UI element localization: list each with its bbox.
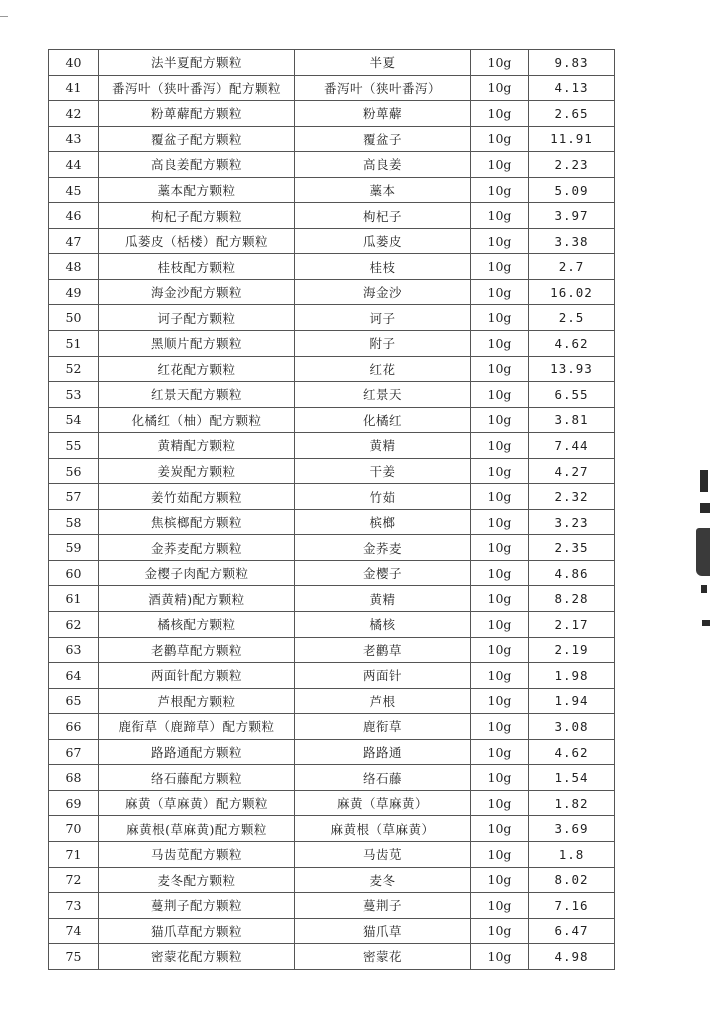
price-cell: 4.98	[529, 944, 615, 970]
specification-cell: 10g	[471, 433, 529, 459]
table-row	[49, 254, 615, 280]
price-cell: 8.02	[529, 867, 615, 893]
specification-cell: 10g	[471, 509, 529, 535]
herb-name-cell: 海金沙	[295, 279, 471, 305]
product-name-cell: 化橘红（柚）配方颗粒	[99, 407, 295, 433]
product-name-cell: 两面针配方颗粒	[99, 663, 295, 689]
herb-name-cell: 高良姜	[295, 152, 471, 178]
row-number-cell: 46	[49, 203, 99, 229]
table-row	[49, 279, 615, 305]
row-number-cell: 70	[49, 816, 99, 842]
scan-mark	[0, 16, 8, 17]
herb-name-cell: 黄精	[295, 433, 471, 459]
specification-cell: 10g	[471, 75, 529, 101]
row-number-cell: 73	[49, 893, 99, 919]
herb-name-cell: 诃子	[295, 305, 471, 331]
product-name-cell: 络石藤配方颗粒	[99, 765, 295, 791]
product-name-cell: 金荞麦配方颗粒	[99, 535, 295, 561]
product-name-cell: 鹿衔草（鹿蹄草）配方颗粒	[99, 714, 295, 740]
herb-name-cell: 金荞麦	[295, 535, 471, 561]
price-cell: 6.55	[529, 382, 615, 408]
specification-cell: 10g	[471, 203, 529, 229]
product-name-cell: 覆盆子配方颗粒	[99, 126, 295, 152]
table-row	[49, 586, 615, 612]
product-name-cell: 诃子配方颗粒	[99, 305, 295, 331]
row-number-cell: 66	[49, 714, 99, 740]
table-row	[49, 331, 615, 357]
table-row	[49, 637, 615, 663]
specification-cell: 10g	[471, 944, 529, 970]
herb-name-cell: 桂枝	[295, 254, 471, 280]
specification-cell: 10g	[471, 893, 529, 919]
product-name-cell: 马齿苋配方颗粒	[99, 841, 295, 867]
product-name-cell: 密蒙花配方颗粒	[99, 944, 295, 970]
herb-name-cell: 藁本	[295, 177, 471, 203]
table-row	[49, 305, 615, 331]
price-cell: 2.17	[529, 612, 615, 638]
product-name-cell: 海金沙配方颗粒	[99, 279, 295, 305]
herb-name-cell: 瓜蒌皮	[295, 228, 471, 254]
row-number-cell: 60	[49, 560, 99, 586]
herb-name-cell: 路路通	[295, 739, 471, 765]
product-name-cell: 红景天配方颗粒	[99, 382, 295, 408]
price-cell: 5.09	[529, 177, 615, 203]
row-number-cell: 52	[49, 356, 99, 382]
product-name-cell: 瓜蒌皮（栝楼）配方颗粒	[99, 228, 295, 254]
product-name-cell: 红花配方颗粒	[99, 356, 295, 382]
price-cell: 3.97	[529, 203, 615, 229]
row-number-cell: 41	[49, 75, 99, 101]
scan-edge-mark	[696, 528, 710, 576]
product-name-cell: 黄精配方颗粒	[99, 433, 295, 459]
price-cell: 4.27	[529, 458, 615, 484]
specification-cell: 10g	[471, 356, 529, 382]
herb-name-cell: 红景天	[295, 382, 471, 408]
specification-cell: 10g	[471, 254, 529, 280]
product-name-cell: 老鹳草配方颗粒	[99, 637, 295, 663]
price-cell: 2.7	[529, 254, 615, 280]
specification-cell: 10g	[471, 152, 529, 178]
price-cell: 7.44	[529, 433, 615, 459]
product-name-cell: 黑顺片配方颗粒	[99, 331, 295, 357]
product-name-cell: 芦根配方颗粒	[99, 688, 295, 714]
row-number-cell: 62	[49, 612, 99, 638]
row-number-cell: 67	[49, 739, 99, 765]
table-row	[49, 407, 615, 433]
table-row	[49, 126, 615, 152]
table-row	[49, 867, 615, 893]
specification-cell: 10g	[471, 739, 529, 765]
row-number-cell: 71	[49, 841, 99, 867]
specification-cell: 10g	[471, 586, 529, 612]
row-number-cell: 59	[49, 535, 99, 561]
scan-edge-mark	[700, 470, 708, 492]
price-cell: 2.32	[529, 484, 615, 510]
table-row	[49, 765, 615, 791]
price-cell: 1.94	[529, 688, 615, 714]
table-row	[49, 177, 615, 203]
price-cell: 3.69	[529, 816, 615, 842]
table-row	[49, 228, 615, 254]
specification-cell: 10g	[471, 407, 529, 433]
specification-cell: 10g	[471, 714, 529, 740]
scan-edge-mark	[700, 503, 710, 513]
row-number-cell: 50	[49, 305, 99, 331]
specification-cell: 10g	[471, 458, 529, 484]
row-number-cell: 42	[49, 101, 99, 127]
herb-name-cell: 番泻叶（狭叶番泻）	[295, 75, 471, 101]
herb-name-cell: 黄精	[295, 586, 471, 612]
row-number-cell: 63	[49, 637, 99, 663]
price-cell: 4.13	[529, 75, 615, 101]
product-name-cell: 姜炭配方颗粒	[99, 458, 295, 484]
specification-cell: 10g	[471, 50, 529, 76]
scan-edge-mark	[701, 585, 707, 593]
specification-cell: 10g	[471, 688, 529, 714]
table-row	[49, 790, 615, 816]
specification-cell: 10g	[471, 177, 529, 203]
herb-name-cell: 马齿苋	[295, 841, 471, 867]
scan-edge-mark	[702, 620, 710, 626]
table-row	[49, 612, 615, 638]
row-number-cell: 51	[49, 331, 99, 357]
row-number-cell: 57	[49, 484, 99, 510]
specification-cell: 10g	[471, 816, 529, 842]
price-cell: 2.19	[529, 637, 615, 663]
specification-cell: 10g	[471, 279, 529, 305]
specification-cell: 10g	[471, 331, 529, 357]
price-cell: 4.62	[529, 739, 615, 765]
row-number-cell: 44	[49, 152, 99, 178]
row-number-cell: 64	[49, 663, 99, 689]
table-row	[49, 484, 615, 510]
table-row	[49, 688, 615, 714]
product-name-cell: 姜竹茹配方颗粒	[99, 484, 295, 510]
herb-name-cell: 槟榔	[295, 509, 471, 535]
herb-name-cell: 附子	[295, 331, 471, 357]
product-name-cell: 橘核配方颗粒	[99, 612, 295, 638]
table-row	[49, 714, 615, 740]
price-cell: 3.08	[529, 714, 615, 740]
herb-name-cell: 金樱子	[295, 560, 471, 586]
product-name-cell: 番泻叶（狭叶番泻）配方颗粒	[99, 75, 295, 101]
drug-price-table	[48, 49, 615, 970]
price-cell: 1.54	[529, 765, 615, 791]
table-row	[49, 893, 615, 919]
row-number-cell: 55	[49, 433, 99, 459]
specification-cell: 10g	[471, 228, 529, 254]
specification-cell: 10g	[471, 612, 529, 638]
herb-name-cell: 麻黄（草麻黄）	[295, 790, 471, 816]
price-cell: 1.82	[529, 790, 615, 816]
product-name-cell: 酒黄精)配方颗粒	[99, 586, 295, 612]
row-number-cell: 53	[49, 382, 99, 408]
product-name-cell: 麦冬配方颗粒	[99, 867, 295, 893]
herb-name-cell: 芦根	[295, 688, 471, 714]
specification-cell: 10g	[471, 535, 529, 561]
table-row	[49, 458, 615, 484]
table-row	[49, 509, 615, 535]
row-number-cell: 58	[49, 509, 99, 535]
herb-name-cell: 竹茹	[295, 484, 471, 510]
price-cell: 3.38	[529, 228, 615, 254]
product-name-cell: 麻黄根(草麻黄)配方颗粒	[99, 816, 295, 842]
row-number-cell: 68	[49, 765, 99, 791]
product-name-cell: 枸杞子配方颗粒	[99, 203, 295, 229]
price-cell: 11.91	[529, 126, 615, 152]
herb-name-cell: 两面针	[295, 663, 471, 689]
herb-name-cell: 鹿衔草	[295, 714, 471, 740]
table-body	[49, 50, 615, 970]
product-name-cell: 金樱子肉配方颗粒	[99, 560, 295, 586]
row-number-cell: 45	[49, 177, 99, 203]
herb-name-cell: 络石藤	[295, 765, 471, 791]
herb-name-cell: 橘核	[295, 612, 471, 638]
price-cell: 8.28	[529, 586, 615, 612]
herb-name-cell: 干姜	[295, 458, 471, 484]
herb-name-cell: 麦冬	[295, 867, 471, 893]
price-cell: 1.98	[529, 663, 615, 689]
price-cell: 4.86	[529, 560, 615, 586]
product-name-cell: 麻黄（草麻黄）配方颗粒	[99, 790, 295, 816]
price-cell: 2.65	[529, 101, 615, 127]
row-number-cell: 61	[49, 586, 99, 612]
herb-name-cell: 半夏	[295, 50, 471, 76]
price-cell: 3.23	[529, 509, 615, 535]
herb-name-cell: 枸杞子	[295, 203, 471, 229]
specification-cell: 10g	[471, 790, 529, 816]
price-cell: 16.02	[529, 279, 615, 305]
specification-cell: 10g	[471, 637, 529, 663]
herb-name-cell: 粉萆薢	[295, 101, 471, 127]
specification-cell: 10g	[471, 663, 529, 689]
herb-name-cell: 猫爪草	[295, 918, 471, 944]
product-name-cell: 桂枝配方颗粒	[99, 254, 295, 280]
specification-cell: 10g	[471, 101, 529, 127]
table-row	[49, 944, 615, 970]
table-row	[49, 535, 615, 561]
row-number-cell: 56	[49, 458, 99, 484]
row-number-cell: 75	[49, 944, 99, 970]
price-cell: 9.83	[529, 50, 615, 76]
specification-cell: 10g	[471, 918, 529, 944]
table-row	[49, 739, 615, 765]
specification-cell: 10g	[471, 484, 529, 510]
product-name-cell: 焦槟榔配方颗粒	[99, 509, 295, 535]
table-row	[49, 918, 615, 944]
specification-cell: 10g	[471, 867, 529, 893]
specification-cell: 10g	[471, 560, 529, 586]
row-number-cell: 47	[49, 228, 99, 254]
specification-cell: 10g	[471, 765, 529, 791]
table-row	[49, 816, 615, 842]
table-row	[49, 203, 615, 229]
product-name-cell: 猫爪草配方颗粒	[99, 918, 295, 944]
herb-name-cell: 密蒙花	[295, 944, 471, 970]
price-cell: 3.81	[529, 407, 615, 433]
herb-name-cell: 化橘红	[295, 407, 471, 433]
table-row	[49, 356, 615, 382]
product-name-cell: 藁本配方颗粒	[99, 177, 295, 203]
row-number-cell: 40	[49, 50, 99, 76]
product-name-cell: 路路通配方颗粒	[99, 739, 295, 765]
product-name-cell: 蔓荆子配方颗粒	[99, 893, 295, 919]
table-row	[49, 75, 615, 101]
table-row	[49, 433, 615, 459]
specification-cell: 10g	[471, 382, 529, 408]
price-cell: 4.62	[529, 331, 615, 357]
price-cell: 6.47	[529, 918, 615, 944]
price-cell: 2.5	[529, 305, 615, 331]
table-row	[49, 101, 615, 127]
product-name-cell: 高良姜配方颗粒	[99, 152, 295, 178]
row-number-cell: 74	[49, 918, 99, 944]
product-name-cell: 法半夏配方颗粒	[99, 50, 295, 76]
price-cell: 7.16	[529, 893, 615, 919]
row-number-cell: 43	[49, 126, 99, 152]
row-number-cell: 54	[49, 407, 99, 433]
product-name-cell: 粉萆薢配方颗粒	[99, 101, 295, 127]
specification-cell: 10g	[471, 305, 529, 331]
table-row	[49, 382, 615, 408]
price-cell: 2.35	[529, 535, 615, 561]
table-row	[49, 560, 615, 586]
row-number-cell: 49	[49, 279, 99, 305]
price-cell: 1.8	[529, 841, 615, 867]
table-row	[49, 50, 615, 76]
specification-cell: 10g	[471, 841, 529, 867]
row-number-cell: 72	[49, 867, 99, 893]
herb-name-cell: 蔓荆子	[295, 893, 471, 919]
herb-name-cell: 老鹳草	[295, 637, 471, 663]
herb-name-cell: 覆盆子	[295, 126, 471, 152]
table-row	[49, 663, 615, 689]
table-row	[49, 841, 615, 867]
row-number-cell: 65	[49, 688, 99, 714]
specification-cell: 10g	[471, 126, 529, 152]
price-cell: 2.23	[529, 152, 615, 178]
row-number-cell: 48	[49, 254, 99, 280]
herb-name-cell: 麻黄根（草麻黄）	[295, 816, 471, 842]
herb-name-cell: 红花	[295, 356, 471, 382]
row-number-cell: 69	[49, 790, 99, 816]
price-cell: 13.93	[529, 356, 615, 382]
table-row	[49, 152, 615, 178]
